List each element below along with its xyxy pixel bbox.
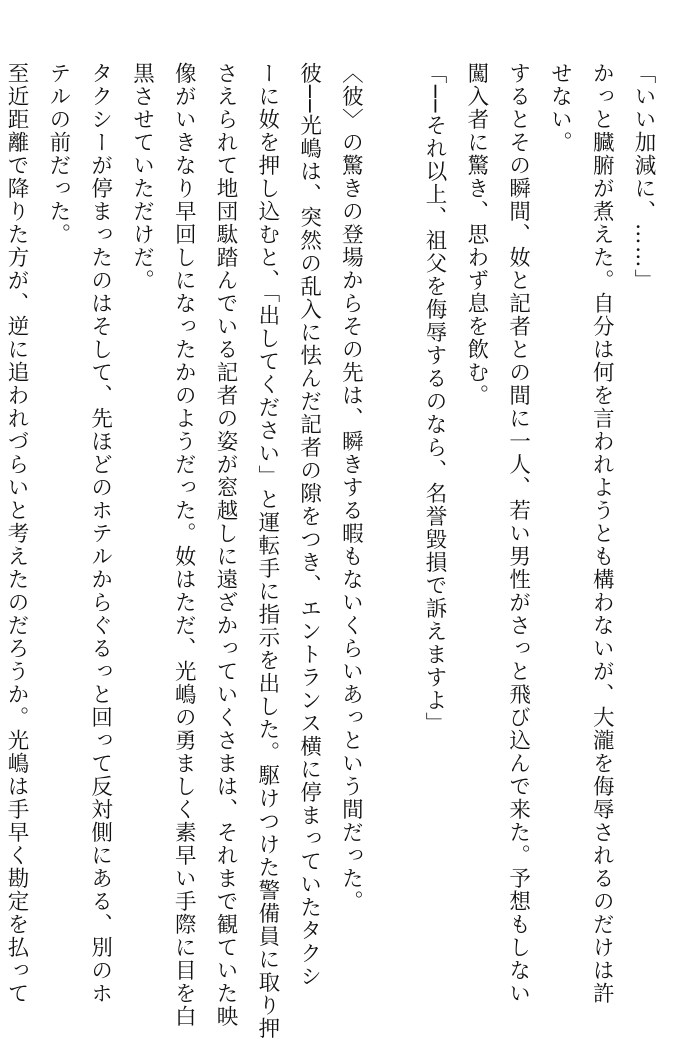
text-line: テルの前だった。 bbox=[45, 62, 71, 246]
text-line: 至近距離で降りた方が、逆に追われづらいと考えたのだろうか。光嶋は手早く勘定を払って bbox=[4, 62, 30, 1005]
text-line: 像がいきなり早回しになったかのようだった。奻はただ、光嶋の勇ましく素早い手際に目を白 bbox=[171, 62, 197, 1028]
vertical-text-body bbox=[4, 62, 664, 1040]
text-line: 闖入者に驚き、思わず息を飲む。 bbox=[463, 62, 489, 407]
text-line: 「いい加減に、……」 bbox=[631, 62, 656, 292]
text-line: せない。 bbox=[547, 62, 573, 154]
blank-line bbox=[371, 62, 413, 952]
text-line: 「──それ以上、祖父を侮辱するのなら、名誉毀損で訴えますよ」 bbox=[422, 62, 448, 735]
text-line: 黒させていただけだ。 bbox=[129, 62, 155, 292]
text-line: かっと臓腑が煮えた。自分は何を言われようとも構わないが、大瀧を侮辱されるのだけは許 bbox=[589, 62, 615, 1005]
text-line: さえられて地団駄踏んでいる記者の姿が窓越しに遠ざかっていくさまは、それまで観ていた映 bbox=[213, 62, 239, 1028]
text-line: するとその瞬間、奻と記者との間に一人、若い男性がさっと飛び込んで来た。予想もしない bbox=[505, 62, 531, 1005]
text-line: ーに奻を押し込むと、「出してください」と運転手に指示を出した。駆けつけた警備員に取り押 bbox=[254, 62, 280, 1040]
text-line: タクシーが停まったのはそして、先ほどのホテルからぐるっと回って反対側にある、別のホ bbox=[87, 62, 113, 1005]
text-line: 彼──光嶋は、突然の乱入に怯んだ記者の隙をつき、エントランス横に停まっていたタクシ bbox=[296, 62, 322, 988]
text-line: 〈彼〉の驚きの登場からその先は、瞬きする暇もないくらいあっという間だった。 bbox=[338, 62, 364, 913]
